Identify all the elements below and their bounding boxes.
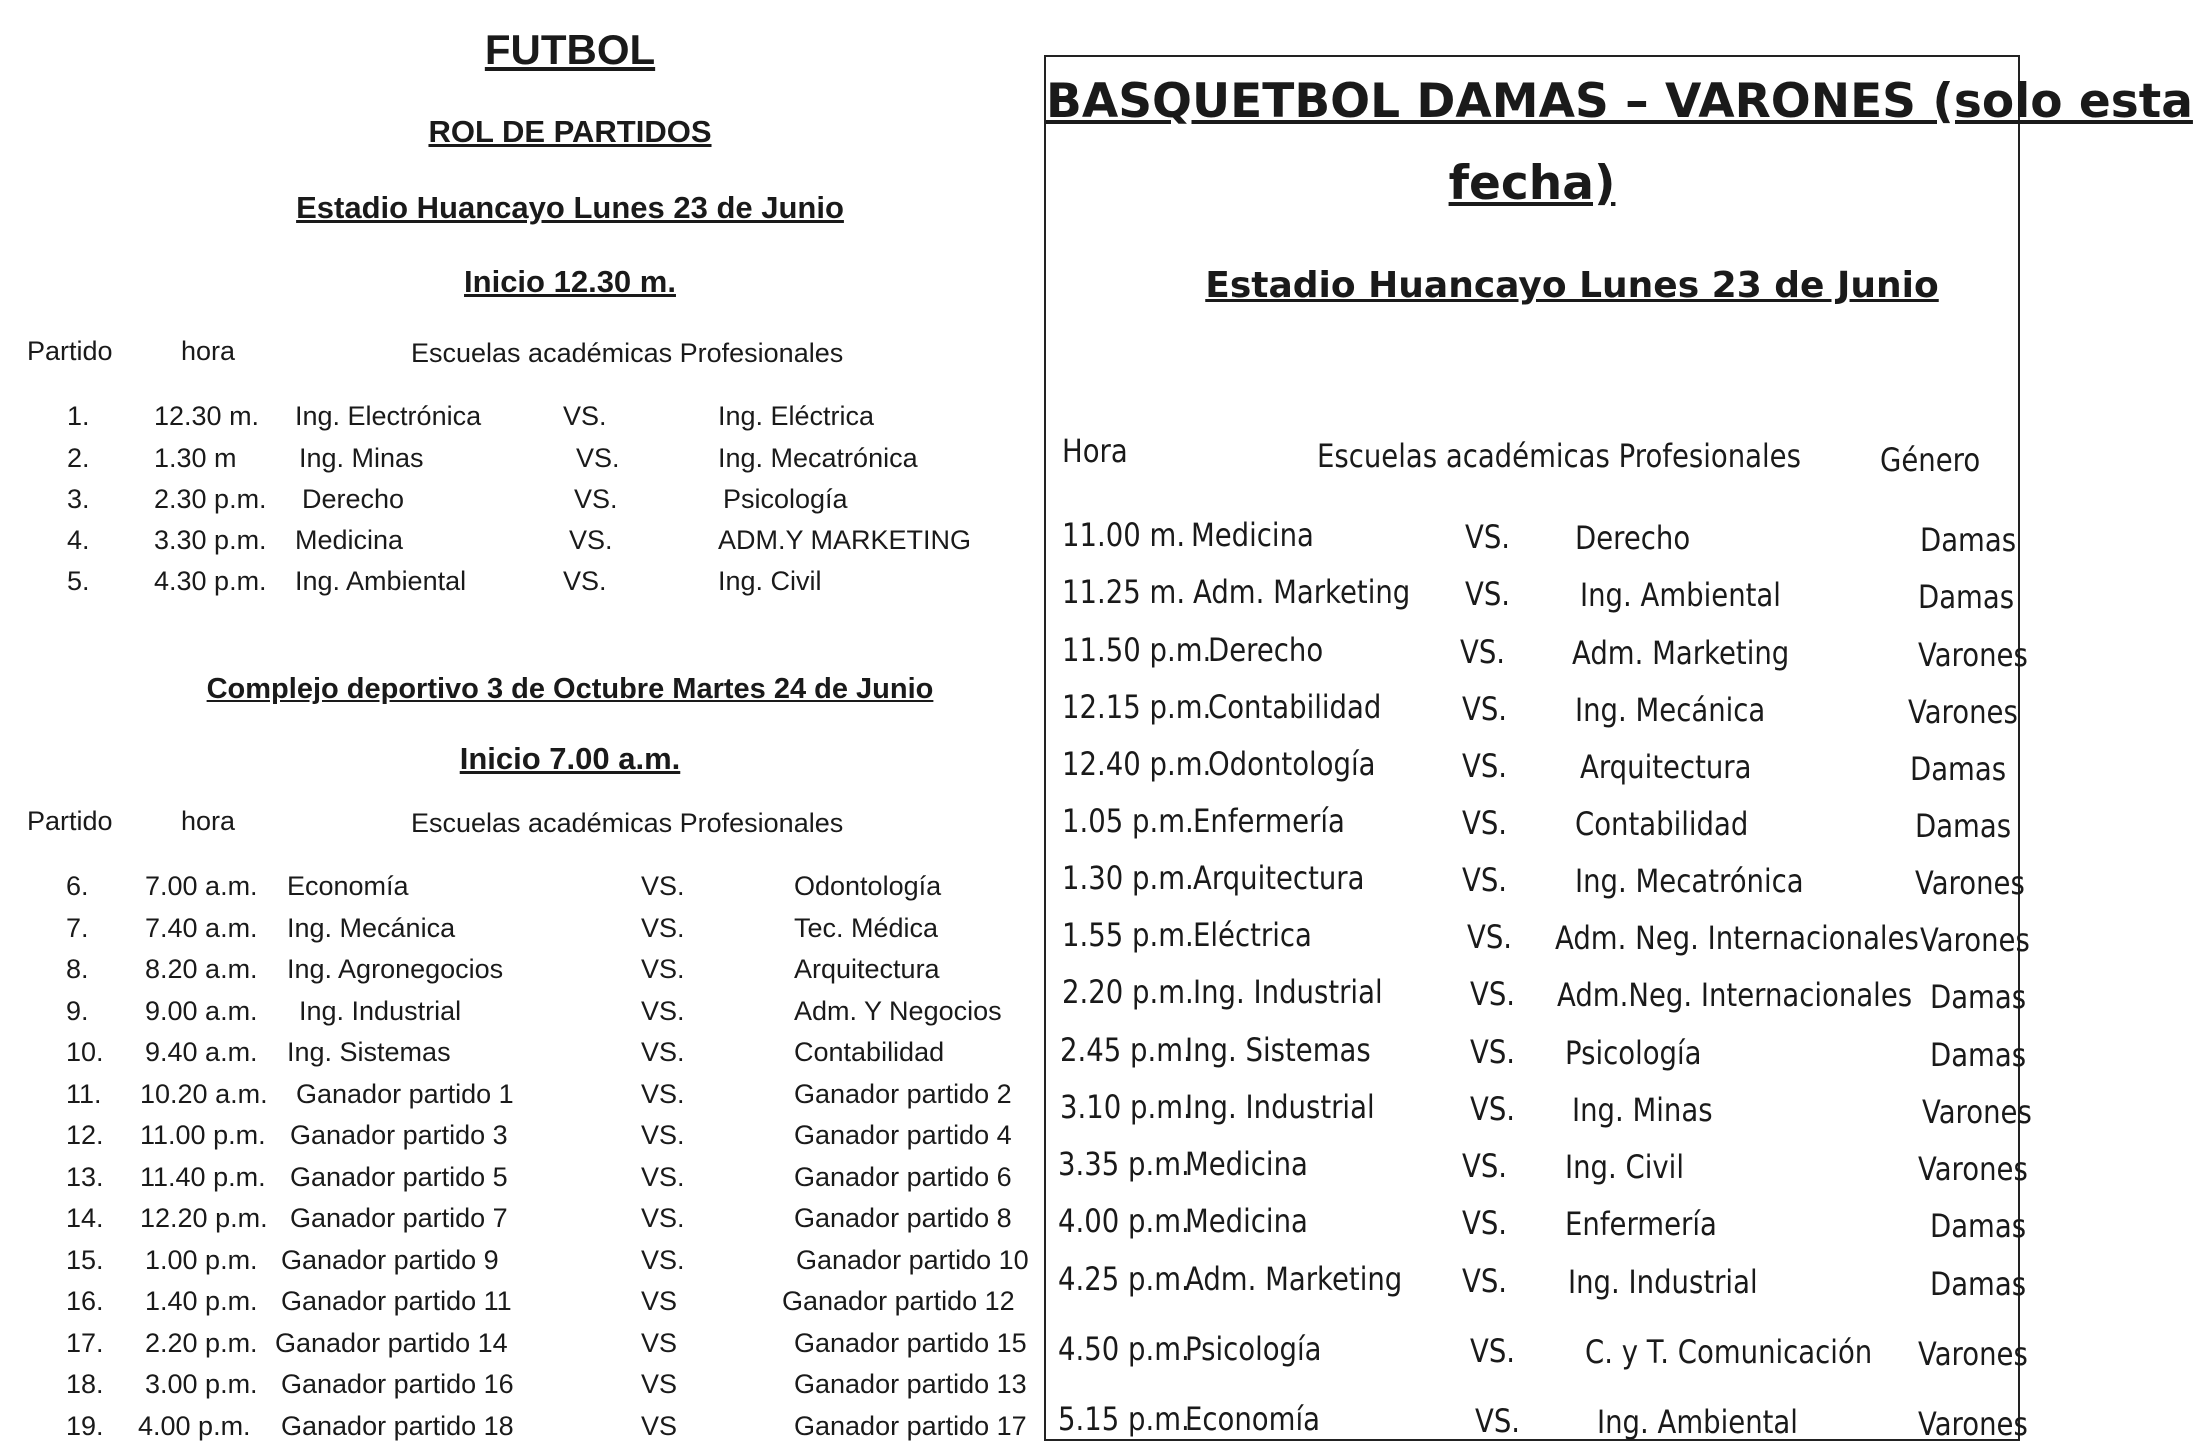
match-time: 3.35 p.m. (1058, 1145, 1190, 1183)
gender-label: Varones (1918, 1335, 2028, 1373)
team-1: Contabilidad (1208, 688, 1382, 726)
gender-label: Varones (1908, 693, 2018, 731)
team-2: Arquitectura (794, 954, 940, 984)
team-2: Psicología (1565, 1034, 1702, 1072)
versus-label: VS. (1470, 1332, 1516, 1370)
versus-label: VS. (1460, 633, 1506, 671)
match-number: 18. (66, 1369, 104, 1399)
versus-label: VS. (1462, 804, 1508, 842)
team-2: Ing. Mecatrónica (1575, 862, 1804, 900)
match-time: 3.10 p.m. (1060, 1088, 1192, 1126)
team-2: Ganador partido 17 (794, 1410, 1027, 1441)
team-2: Adm. Marketing (1572, 634, 1790, 672)
match-time: 11.40 p.m. (140, 1161, 266, 1192)
team-1: Ganador partido 18 (281, 1410, 514, 1441)
versus-label: VS. (1467, 918, 1513, 956)
team-2: Ing. Minas (1572, 1091, 1713, 1129)
gender-label: Damas (1910, 750, 2007, 788)
team-1: Odontología (1208, 745, 1376, 783)
team-2: Ganador partido 15 (794, 1327, 1027, 1358)
match-number: 6. (66, 871, 89, 901)
team-2: Ganador partido 8 (794, 1203, 1012, 1233)
match-time: 4.00 p.m. (1058, 1202, 1190, 1240)
gender-label: Damas (1930, 1265, 2027, 1303)
match-time: 5.15 p.m. (1058, 1400, 1190, 1438)
match-time: 4.50 p.m. (1058, 1330, 1190, 1368)
team-2: ADM.Y MARKETING (718, 525, 972, 555)
team-2: Ing. Industrial (1568, 1263, 1758, 1301)
versus-label: VS. (574, 484, 618, 514)
team-1: Medicina (1185, 1202, 1308, 1240)
gender-label: Damas (1930, 978, 2027, 1016)
section2-header-hora: hora (181, 806, 236, 836)
team-2: Ganador partido 4 (794, 1120, 1012, 1150)
team-2: Derecho (1575, 519, 1691, 557)
versus-label: VS. (641, 1078, 685, 1109)
match-number: 9. (66, 995, 89, 1026)
match-number: 13. (66, 1161, 104, 1192)
team-2: Contabilidad (794, 1037, 945, 1067)
match-time: 2.30 p.m. (154, 484, 267, 514)
team-2: Ganador partido 2 (794, 1078, 1012, 1109)
match-time: 2.45 p.m. (1060, 1031, 1192, 1069)
team-2: Ganador partido 6 (794, 1161, 1012, 1192)
section1-header-escuelas: Escuelas académicas Profesionales (411, 338, 844, 368)
section2-header-partido: Partido (27, 806, 113, 836)
gender-label: Varones (1918, 1405, 2028, 1443)
team-1: Ing. Sistemas (1185, 1031, 1371, 1069)
versus-label: VS. (1462, 690, 1508, 728)
team-1: Ing. Industrial (1193, 973, 1383, 1011)
team-1: Eléctrica (1193, 916, 1312, 954)
team-2: Adm. Y Negocios (794, 995, 1002, 1026)
team-1: Ing. Mecánica (287, 912, 456, 943)
team-1: Medicina (1191, 516, 1314, 554)
team-2: Ing. Ambiental (1597, 1403, 1798, 1441)
team-1: Ing. Industrial (1185, 1088, 1375, 1126)
versus-label: VS. (1462, 1204, 1508, 1242)
team-1: Ing. Industrial (299, 995, 462, 1026)
match-number: 1. (67, 401, 90, 431)
match-time: 9.00 a.m. (145, 995, 258, 1026)
versus-label: VS (641, 1369, 678, 1399)
basquet-header-hora: Hora (1062, 432, 1128, 470)
basquet-venue: Estadio Huancayo Lunes 23 de Junio (1205, 265, 1939, 306)
team-1: Psicología (1185, 1330, 1322, 1368)
basquet-header-genero: Género (1880, 441, 1981, 479)
match-number: 10. (66, 1037, 104, 1067)
match-time: 7.40 a.m. (145, 912, 258, 943)
team-1: Arquitectura (1193, 859, 1365, 897)
versus-label: VS. (1470, 975, 1516, 1013)
match-number: 8. (66, 954, 89, 984)
match-time: 7.00 a.m. (145, 871, 258, 901)
versus-label: VS. (1462, 747, 1508, 785)
match-time: 4.30 p.m. (154, 566, 267, 596)
team-2: C. y T. Comunicación (1585, 1333, 1873, 1371)
match-time: 4.00 p.m. (138, 1410, 251, 1441)
team-1: Ganador partido 9 (281, 1244, 499, 1275)
versus-label: VS. (641, 1244, 685, 1275)
basquet-title-line2: fecha) (1448, 156, 1616, 211)
team-1: Ganador partido 11 (281, 1286, 512, 1316)
match-time: 11.00 p.m. (140, 1120, 266, 1150)
team-2: Ganador partido 13 (794, 1369, 1027, 1399)
section2-start: Inicio 7.00 a.m. (459, 741, 681, 776)
team-1: Derecho (1208, 631, 1324, 669)
section2-header-escuelas: Escuelas académicas Profesionales (411, 808, 844, 838)
gender-label: Damas (1930, 1036, 2027, 1074)
team-2: Ing. Mecatrónica (718, 443, 918, 473)
team-2: Ing. Civil (1565, 1148, 1684, 1186)
match-number: 3. (67, 484, 90, 514)
section1-header-partido: Partido (27, 336, 113, 366)
versus-label: VS. (576, 443, 620, 473)
match-time: 2.20 p.m. (1062, 973, 1194, 1011)
versus-label: VS. (641, 871, 685, 901)
section2-venue: Complejo deportivo 3 de Octubre Martes 24 de Junio (206, 673, 934, 705)
gender-label: Varones (1918, 1150, 2028, 1188)
team-2: Tec. Médica (794, 912, 939, 943)
team-1: Medicina (295, 525, 404, 555)
match-time: 12.40 p.m. (1062, 745, 1212, 783)
team-1: Derecho (302, 484, 405, 514)
team-2: Arquitectura (1580, 748, 1752, 786)
versus-label: VS. (563, 401, 607, 431)
versus-label: VS. (641, 954, 685, 984)
team-1: Ganador partido 14 (275, 1327, 508, 1358)
team-2: Enfermería (1565, 1205, 1717, 1243)
match-time: 11.50 p.m. (1062, 631, 1212, 669)
match-time: 12.30 m. (154, 401, 260, 431)
team-1: Economía (287, 871, 409, 901)
match-time: 1.55 p.m. (1062, 916, 1194, 954)
versus-label: VS. (641, 1120, 685, 1150)
gender-label: Varones (1918, 636, 2028, 674)
gender-label: Varones (1915, 864, 2025, 902)
versus-label: VS. (1462, 1262, 1508, 1300)
gender-label: Damas (1920, 521, 2017, 559)
versus-label: VS. (641, 1203, 685, 1233)
team-2: Adm.Neg. Internacionales (1557, 976, 1913, 1014)
team-1: Ing. Sistemas (287, 1037, 451, 1067)
match-number: 7. (66, 912, 89, 943)
versus-label: VS. (641, 1037, 685, 1067)
basquet-header-escuelas: Escuelas académicas Profesionales (1317, 437, 1801, 475)
match-number: 2. (67, 443, 90, 473)
match-time: 12.15 p.m. (1062, 688, 1212, 726)
team-1: Ganador partido 5 (290, 1161, 508, 1192)
team-1: Ing. Electrónica (295, 401, 482, 431)
versus-label: VS. (569, 525, 613, 555)
versus-label: VS. (1470, 1033, 1516, 1071)
match-number: 11. (66, 1078, 102, 1109)
match-time: 4.25 p.m. (1058, 1260, 1190, 1298)
team-1: Ganador partido 16 (281, 1369, 514, 1399)
versus-label: VS (641, 1286, 678, 1316)
team-1: Ing. Ambiental (295, 566, 467, 596)
team-2: Psicología (723, 484, 848, 514)
match-time: 1.00 p.m. (145, 1244, 258, 1275)
versus-label: VS (641, 1410, 678, 1441)
match-number: 17. (66, 1327, 104, 1358)
gender-label: Damas (1915, 807, 2012, 845)
team-2: Contabilidad (1575, 805, 1749, 843)
team-2: Odontología (794, 871, 942, 901)
team-2: Ing. Civil (718, 566, 822, 596)
versus-label: VS. (1462, 1147, 1508, 1185)
match-number: 12. (66, 1120, 104, 1150)
match-number: 5. (67, 566, 90, 596)
match-number: 16. (66, 1286, 104, 1316)
team-2: Ing. Eléctrica (718, 401, 875, 431)
match-time: 11.00 m. (1062, 516, 1186, 554)
versus-label: VS. (641, 1161, 685, 1192)
match-time: 3.30 p.m. (154, 525, 267, 555)
team-2: Ganador partido 12 (782, 1286, 1015, 1316)
match-time: 1.30 p.m. (1062, 859, 1194, 897)
match-time: 8.20 a.m. (145, 954, 258, 984)
team-2: Ganador partido 10 (796, 1244, 1029, 1275)
gender-label: Varones (1922, 1093, 2032, 1131)
versus-label: VS. (641, 995, 685, 1026)
match-time: 1.05 p.m. (1062, 802, 1194, 840)
basquet-title-line1: BASQUETBOL DAMAS – VARONES (solo esta (1046, 74, 2193, 129)
team-1: Enfermería (1193, 802, 1345, 840)
match-time: 11.25 m. (1062, 573, 1186, 611)
team-1: Adm. Marketing (1185, 1260, 1403, 1298)
match-time: 1.30 m (154, 443, 237, 473)
gender-label: Damas (1918, 578, 2015, 616)
team-1: Ing. Agronegocios (287, 954, 504, 984)
match-time: 12.20 p.m. (140, 1203, 268, 1233)
team-1: Ganador partido 7 (290, 1203, 508, 1233)
section1-start: Inicio 12.30 m. (464, 264, 676, 299)
versus-label: VS. (641, 912, 685, 943)
match-time: 10.20 a.m. (140, 1078, 268, 1109)
team-1: Ganador partido 3 (290, 1120, 508, 1150)
section1-venue: Estadio Huancayo Lunes 23 de Junio (296, 190, 844, 225)
versus-label: VS. (563, 566, 607, 596)
futbol-title: FUTBOL (484, 26, 656, 73)
team-1: Adm. Marketing (1193, 573, 1411, 611)
versus-label: VS. (1470, 1090, 1516, 1128)
match-number: 19. (66, 1410, 104, 1441)
versus-label: VS. (1465, 575, 1511, 613)
match-number: 14. (66, 1203, 104, 1233)
versus-label: VS. (1475, 1402, 1521, 1440)
match-time: 9.40 a.m. (145, 1037, 258, 1067)
match-number: 4. (67, 525, 90, 555)
gender-label: Damas (1930, 1207, 2027, 1245)
section1-header-hora: hora (181, 336, 236, 366)
team-2: Ing. Ambiental (1580, 576, 1781, 614)
team-1: Medicina (1185, 1145, 1308, 1183)
futbol-subtitle: ROL DE PARTIDOS (428, 114, 712, 149)
versus-label: VS. (1462, 861, 1508, 899)
gender-label: Varones (1920, 921, 2030, 959)
team-1: Ganador partido 1 (296, 1078, 514, 1109)
match-time: 3.00 p.m. (145, 1369, 258, 1399)
match-time: 1.40 p.m. (145, 1286, 258, 1316)
team-1: Ing. Minas (299, 443, 424, 473)
match-time: 2.20 p.m. (145, 1327, 258, 1358)
team-2: Ing. Mecánica (1575, 691, 1766, 729)
team-1: Economía (1185, 1400, 1320, 1438)
versus-label: VS (641, 1327, 678, 1358)
versus-label: VS. (1465, 518, 1511, 556)
team-2: Adm. Neg. Internacionales (1555, 919, 1919, 957)
match-number: 15. (66, 1244, 104, 1275)
